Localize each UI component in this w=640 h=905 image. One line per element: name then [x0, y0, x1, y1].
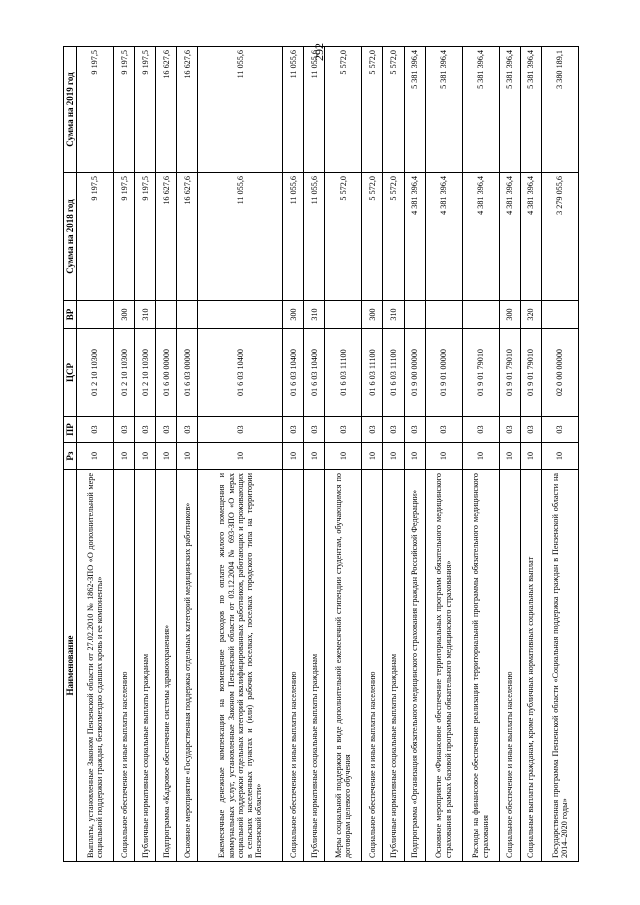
- row-name: Подпрограмма «Организация обязательного медицинского страхования граждан Российской Федерации»: [404, 470, 425, 862]
- row-sum-2019: 9 197,5: [77, 47, 114, 173]
- row-name: Публичные нормативные социальные выплаты гражданам: [135, 470, 156, 862]
- table-row: [404, 47, 425, 862]
- row-csr: 01 2 10 10300: [135, 329, 156, 417]
- row-vr: [198, 301, 283, 329]
- row-rz: 10: [114, 443, 135, 470]
- row-sum-2018: 5 572,0: [383, 173, 404, 301]
- row-csr: 01 9 01 00000: [425, 329, 462, 417]
- header-sum-2019: Сумма на 2019 год: [64, 47, 77, 173]
- row-csr: 01 6 03 10400: [283, 329, 304, 417]
- row-rz: 10: [425, 443, 462, 470]
- row-rz: 10: [499, 443, 520, 470]
- table-row: [177, 47, 198, 862]
- row-pr: 03: [541, 417, 578, 443]
- row-rz: 10: [77, 443, 114, 470]
- header-sum-2018: Сумма на 2018 год: [64, 173, 77, 301]
- row-rz: 10: [362, 443, 383, 470]
- row-sum-2019: 16 627,6: [156, 47, 177, 173]
- row-name: Публичные нормативные социальные выплаты гражданам: [304, 470, 325, 862]
- row-rz: 10: [520, 443, 541, 470]
- row-pr: 03: [362, 417, 383, 443]
- row-sum-2018: 11 055,6: [283, 173, 304, 301]
- table-row: [325, 47, 362, 862]
- header-vr: ВР: [64, 301, 77, 329]
- row-name: Социальное обеспечение и иные выплаты населению: [499, 470, 520, 862]
- row-sum-2019: 3 380 189,1: [541, 47, 578, 173]
- row-pr: 03: [499, 417, 520, 443]
- row-name: Социальные выплаты гражданам, кроме публичных нормативных социальных выплат: [520, 470, 541, 862]
- row-sum-2019: 5 381 396,4: [462, 47, 499, 173]
- header-pr: ПР: [64, 417, 77, 443]
- row-name: Социальное обеспечение и иные выплаты населению: [362, 470, 383, 862]
- row-rz: 10: [156, 443, 177, 470]
- table-row: [156, 47, 177, 862]
- row-sum-2019: 5 381 396,4: [425, 47, 462, 173]
- row-pr: 03: [404, 417, 425, 443]
- row-sum-2019: 11 055,6: [283, 47, 304, 173]
- table-row: [499, 47, 520, 862]
- row-vr: [156, 301, 177, 329]
- row-sum-2019: 9 197,5: [114, 47, 135, 173]
- row-rz: 10: [283, 443, 304, 470]
- header-csr: ЦСР: [64, 329, 77, 417]
- table-row: [283, 47, 304, 862]
- table-row: [114, 47, 135, 862]
- row-sum-2018: 3 279 055,6: [541, 173, 578, 301]
- row-vr: [425, 301, 462, 329]
- budget-table: [63, 46, 579, 862]
- row-sum-2018: 9 197,5: [77, 173, 114, 301]
- row-pr: 03: [156, 417, 177, 443]
- row-pr: 03: [462, 417, 499, 443]
- rotated-page-content: [63, 47, 579, 862]
- table-row: [520, 47, 541, 862]
- row-pr: 03: [114, 417, 135, 443]
- row-csr: 01 6 03 10400: [198, 329, 283, 417]
- row-pr: 03: [425, 417, 462, 443]
- row-rz: 10: [462, 443, 499, 470]
- row-vr: [462, 301, 499, 329]
- table-row: [198, 47, 283, 862]
- row-vr: [404, 301, 425, 329]
- row-sum-2019: 5 381 396,4: [499, 47, 520, 173]
- row-csr: 01 9 00 00000: [404, 329, 425, 417]
- row-sum-2019: 5 572,0: [362, 47, 383, 173]
- row-csr: 01 6 03 11100: [383, 329, 404, 417]
- row-sum-2018: 4 381 396,4: [499, 173, 520, 301]
- row-vr: 300: [283, 301, 304, 329]
- row-vr: [77, 301, 114, 329]
- row-name: Основное мероприятие «Финансовое обеспечение территориальных программ обязательного медицинского страхования в рамках базовой программы обязательного медицинского страхования»: [425, 470, 462, 862]
- row-name: Ежемесячные денежные компенсации на возмещение расходов по оплате жилого помещения и коммунальных услуг, установленные Законом Пензенской области от 03.12.2004 № 693-ЗПО «О мерах социальной поддержки отдельных категорий квалифицированных работников, работающих и проживающих в сельских населенных пунктах и (или) рабочих поселках, поселках городского типа на территории Пензенской области»: [198, 470, 283, 862]
- table-body: [77, 47, 579, 862]
- row-name: Государственная программа Пензенской области «Социальная поддержка граждан в Пензенской области на 2014–2020 годы»: [541, 470, 578, 862]
- row-pr: 03: [304, 417, 325, 443]
- row-name: Выплаты, установленные Законом Пензенской области от 27.02.2010 № 1862-ЗПО «О дополнительной мере социальной поддержки граждан, безвозмездно сдавших кровь и ее компоненты»: [77, 470, 114, 862]
- header-name: Наименование: [64, 470, 77, 862]
- row-pr: 03: [177, 417, 198, 443]
- row-pr: 03: [135, 417, 156, 443]
- table-row: [304, 47, 325, 862]
- row-csr: 01 9 01 79010: [499, 329, 520, 417]
- table-row: [383, 47, 404, 862]
- row-vr: [177, 301, 198, 329]
- row-csr: 01 2 10 10300: [77, 329, 114, 417]
- row-sum-2018: 9 197,5: [114, 173, 135, 301]
- table-row: [425, 47, 462, 862]
- row-rz: 10: [325, 443, 362, 470]
- row-name: Меры социальной поддержки в виде дополнительной ежемесячной стипендии студентам, обучающимся по договорам целевого обучения: [325, 470, 362, 862]
- row-sum-2018: 11 055,6: [304, 173, 325, 301]
- table-row: [362, 47, 383, 862]
- row-sum-2019: 16 627,6: [177, 47, 198, 173]
- row-rz: 10: [198, 443, 283, 470]
- row-pr: 03: [283, 417, 304, 443]
- row-pr: 03: [77, 417, 114, 443]
- row-vr: 320: [520, 301, 541, 329]
- row-sum-2019: 5 381 396,4: [520, 47, 541, 173]
- row-csr: 01 6 03 11100: [325, 329, 362, 417]
- row-name: Социальное обеспечение и иные выплаты населению: [114, 470, 135, 862]
- row-pr: 03: [325, 417, 362, 443]
- row-csr: 02 0 00 00000: [541, 329, 578, 417]
- row-name: Публичные нормативные социальные выплаты гражданам: [383, 470, 404, 862]
- row-sum-2018: 4 381 396,4: [520, 173, 541, 301]
- row-sum-2018: 4 381 396,4: [404, 173, 425, 301]
- row-sum-2018: 4 381 396,4: [425, 173, 462, 301]
- row-sum-2018: 5 572,0: [362, 173, 383, 301]
- row-vr: 300: [114, 301, 135, 329]
- row-vr: 310: [135, 301, 156, 329]
- row-name: Подпрограмма «Кадровое обеспечение системы здравоохранения»: [156, 470, 177, 862]
- header-rz: Рз: [64, 443, 77, 470]
- row-rz: 10: [304, 443, 325, 470]
- row-csr: 01 2 10 10300: [114, 329, 135, 417]
- row-pr: 03: [198, 417, 283, 443]
- row-sum-2019: 11 055,6: [198, 47, 283, 173]
- row-name: Социальное обеспечение и иные выплаты населению: [283, 470, 304, 862]
- row-sum-2019: 5 381 396,4: [404, 47, 425, 173]
- row-sum-2018: 4 381 396,4: [462, 173, 499, 301]
- row-sum-2018: 11 055,6: [198, 173, 283, 301]
- row-sum-2019: 11 055,6: [304, 47, 325, 173]
- row-csr: 01 6 03 00000: [177, 329, 198, 417]
- row-csr: 01 6 03 11100: [362, 329, 383, 417]
- row-pr: 03: [520, 417, 541, 443]
- row-pr: 03: [383, 417, 404, 443]
- table-row: [462, 47, 499, 862]
- row-rz: 10: [135, 443, 156, 470]
- row-sum-2018: 16 627,6: [177, 173, 198, 301]
- row-csr: 01 6 03 10400: [304, 329, 325, 417]
- row-csr: 01 9 01 79010: [520, 329, 541, 417]
- table-row: [135, 47, 156, 862]
- table-row: [541, 47, 578, 862]
- row-sum-2018: 9 197,5: [135, 173, 156, 301]
- row-vr: 310: [383, 301, 404, 329]
- row-sum-2018: 16 627,6: [156, 173, 177, 301]
- row-rz: 10: [177, 443, 198, 470]
- row-vr: 300: [499, 301, 520, 329]
- row-sum-2019: 9 197,5: [135, 47, 156, 173]
- row-vr: [325, 301, 362, 329]
- row-rz: 10: [541, 443, 578, 470]
- row-sum-2019: 5 572,0: [383, 47, 404, 173]
- row-vr: [541, 301, 578, 329]
- row-vr: 300: [362, 301, 383, 329]
- table-header-row: [64, 47, 77, 862]
- row-vr: 310: [304, 301, 325, 329]
- row-sum-2019: 5 572,0: [325, 47, 362, 173]
- page-number: 292: [312, 43, 326, 61]
- table-row: [77, 47, 114, 862]
- row-name: Расходы на финансовое обеспечение реализации территориальной программы обязательного медицинского страхования: [462, 470, 499, 862]
- row-csr: 01 9 01 79010: [462, 329, 499, 417]
- row-csr: 01 6 00 00000: [156, 329, 177, 417]
- row-name: Основное мероприятие «Государственная поддержка отдельных категорий медицинских работников»: [177, 470, 198, 862]
- row-sum-2018: 5 572,0: [325, 173, 362, 301]
- row-rz: 10: [383, 443, 404, 470]
- row-rz: 10: [404, 443, 425, 470]
